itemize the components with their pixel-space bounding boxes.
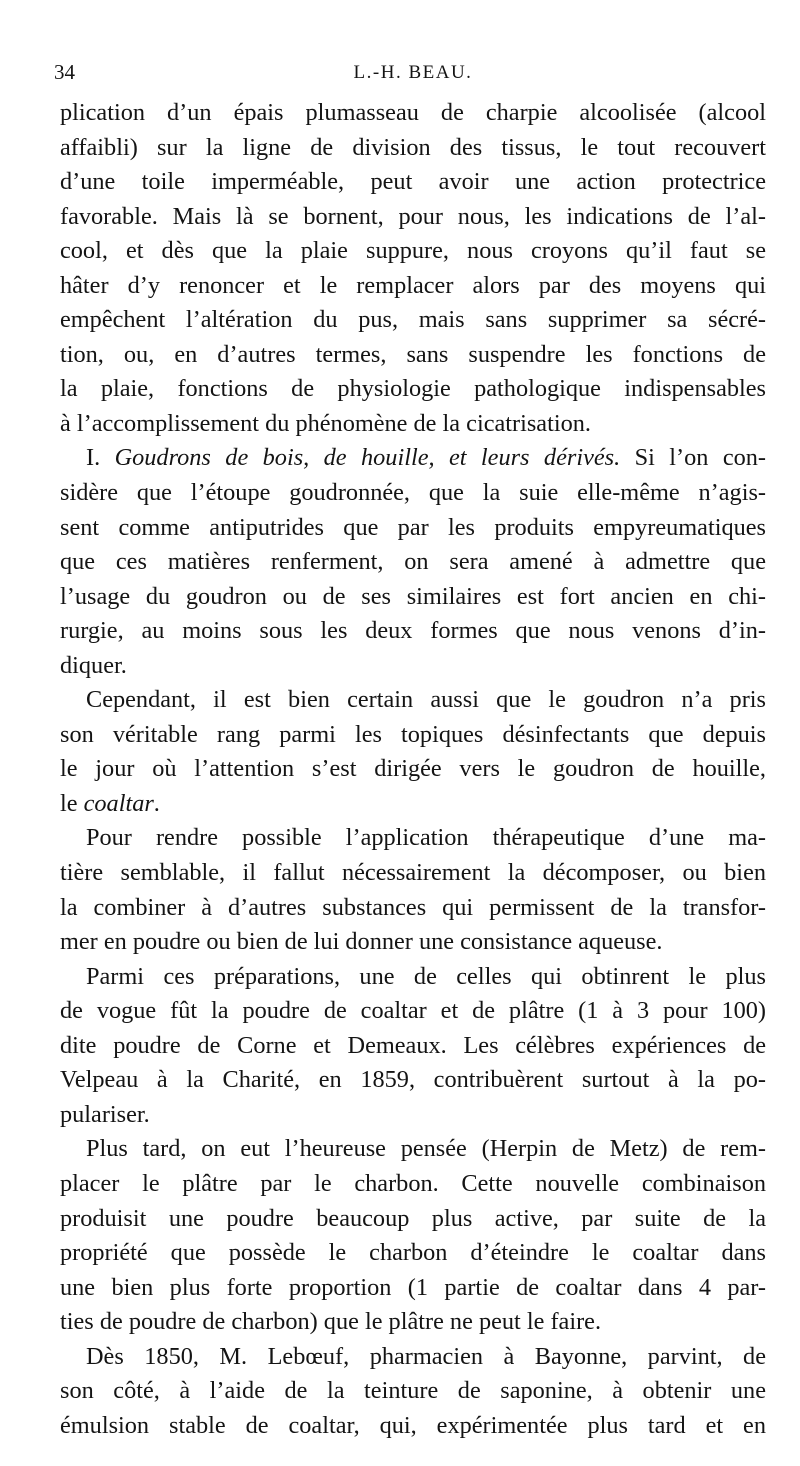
line-text: son côté, à l’aide de la teinture de saponine, à obtenir une [60, 1377, 766, 1405]
line-text: Plus tard, on eut l’heureuse pensée (Herpin de Metz) de rem- [86, 1135, 766, 1163]
text-line [60, 407, 766, 442]
text-line [60, 580, 766, 615]
page-number: 34 [54, 60, 75, 84]
line-text: Pour rendre possible l’application thérapeutique d’une ma- [86, 824, 766, 852]
line-text: une bien plus forte proportion (1 partie de coaltar dans 4 par- [60, 1273, 766, 1301]
text-line [60, 200, 766, 235]
text-line [60, 1167, 766, 1202]
line-text: de vogue fût la poudre de coaltar et de plâtre (1 à 3 pour 100) [60, 997, 766, 1025]
line-text: diquer. [60, 651, 127, 679]
line-text: à l’accomplissement du phénomène de la cicatrisation. [60, 409, 591, 437]
text-line [60, 1029, 766, 1064]
line-text: pulariser. [60, 1100, 150, 1128]
text-line [60, 614, 766, 649]
text-line [60, 891, 766, 926]
line-text: favorable. Mais là se bornent, pour nous, les indications de l’al- [60, 202, 766, 230]
text-line [60, 165, 766, 200]
line-text: empêchent l’altération du pus, mais sans supprimer sa sécré- [60, 306, 766, 334]
text-line [60, 545, 766, 580]
body-text [60, 96, 766, 1443]
text-line [60, 96, 766, 131]
text-line [60, 303, 766, 338]
line-text: . [153, 789, 160, 817]
text-line [60, 960, 766, 995]
line-text: cool, et dès que la plaie suppure, nous croyons qu’il faut se [60, 237, 766, 265]
line-text: son véritable rang parmi les topiques désinfectants que depuis [60, 720, 766, 748]
text-line [60, 1202, 766, 1237]
text-line [60, 821, 766, 856]
line-text: la combiner à d’autres substances qui permissent de la transfor- [60, 893, 766, 921]
line-text: sent comme antiputrides que par les produits empyreumatiques [60, 513, 766, 541]
text-line [60, 511, 766, 546]
line-text: d’une toile imperméable, peut avoir une action protectrice [60, 168, 766, 196]
text-line [60, 718, 766, 753]
line-text: mer en poudre ou bien de lui donner une consistance aqueuse. [60, 928, 663, 956]
text-line [60, 338, 766, 373]
italic-text: coaltar [83, 789, 154, 817]
line-text: la plaie, fonctions de physiologie pathologique indispensables [60, 375, 766, 403]
line-text: émulsion stable de coaltar, qui, expérimentée plus tard et en [60, 1411, 766, 1439]
text-line [60, 441, 766, 476]
text-line [60, 1271, 766, 1306]
text-line [60, 1063, 766, 1098]
book-page [54, 56, 766, 1443]
text-line [60, 372, 766, 407]
text-line [60, 1409, 766, 1444]
line-text: propriété que possède le charbon d’éteindre le coaltar dans [60, 1239, 766, 1267]
line-text: ties de poudre de charbon) que le plâtre ne peut le faire. [60, 1308, 602, 1336]
text-line [60, 787, 766, 822]
line-text: I. [86, 444, 115, 472]
line-text: rurgie, au moins sous les deux formes que nous venons d’in- [60, 617, 766, 645]
text-line [60, 925, 766, 960]
text-line [60, 476, 766, 511]
line-text: Velpeau à la Charité, en 1859, contribuèrent surtout à la po- [60, 1066, 766, 1094]
line-text: Si l’on con- [620, 444, 766, 472]
line-text: affaibli) sur la ligne de division des tissus, le tout recouvert [60, 133, 766, 161]
line-text: placer le plâtre par le charbon. Cette nouvelle combinaison [60, 1169, 766, 1197]
text-line [60, 752, 766, 787]
italic-text: Goudrons de bois, de houille, et leurs dérivés. [114, 444, 621, 472]
line-text: le jour où l’attention s’est dirigée vers le goudron de houille, [60, 755, 766, 783]
text-line [60, 1374, 766, 1409]
text-line [60, 1340, 766, 1375]
text-line [60, 1132, 766, 1167]
line-text: hâter d’y renoncer et le remplacer alors par des moyens qui [60, 271, 766, 299]
line-text: dite poudre de Corne et Demeaux. Les célèbres expériences de [60, 1031, 766, 1059]
line-text: tion, ou, en d’autres termes, sans suspendre les fonctions de [60, 340, 766, 368]
text-line [60, 649, 766, 684]
text-line [60, 131, 766, 166]
running-head: L.-H. BEAU. [353, 62, 473, 83]
line-text: que ces matières renferment, on sera amené à admettre que [60, 548, 766, 576]
line-text: sidère que l’étoupe goudronnée, que la suie elle-même n’agis- [60, 479, 766, 507]
text-line [60, 994, 766, 1029]
text-line [60, 683, 766, 718]
line-text: Cependant, il est bien certain aussi que le goudron n’a pris [86, 686, 766, 714]
text-line [60, 269, 766, 304]
line-text: l’usage du goudron ou de ses similaires est fort ancien en chi- [60, 582, 766, 610]
text-line [60, 1305, 766, 1340]
text-line [60, 1236, 766, 1271]
text-line [60, 234, 766, 269]
line-text: Dès 1850, M. Lebœuf, pharmacien à Bayonne, parvint, de [86, 1342, 766, 1370]
line-text: le [60, 789, 84, 817]
line-text: Parmi ces préparations, une de celles qui obtinrent le plus [86, 962, 766, 990]
line-text: produisit une poudre beaucoup plus active, par suite de la [60, 1204, 766, 1232]
text-line [60, 1098, 766, 1133]
line-text: tière semblable, il fallut nécessairement la décomposer, ou bien [60, 859, 766, 887]
text-line [60, 856, 766, 891]
page-header [54, 56, 766, 96]
line-text: plication d’un épais plumasseau de charpie alcoolisée (alcool [60, 99, 766, 126]
